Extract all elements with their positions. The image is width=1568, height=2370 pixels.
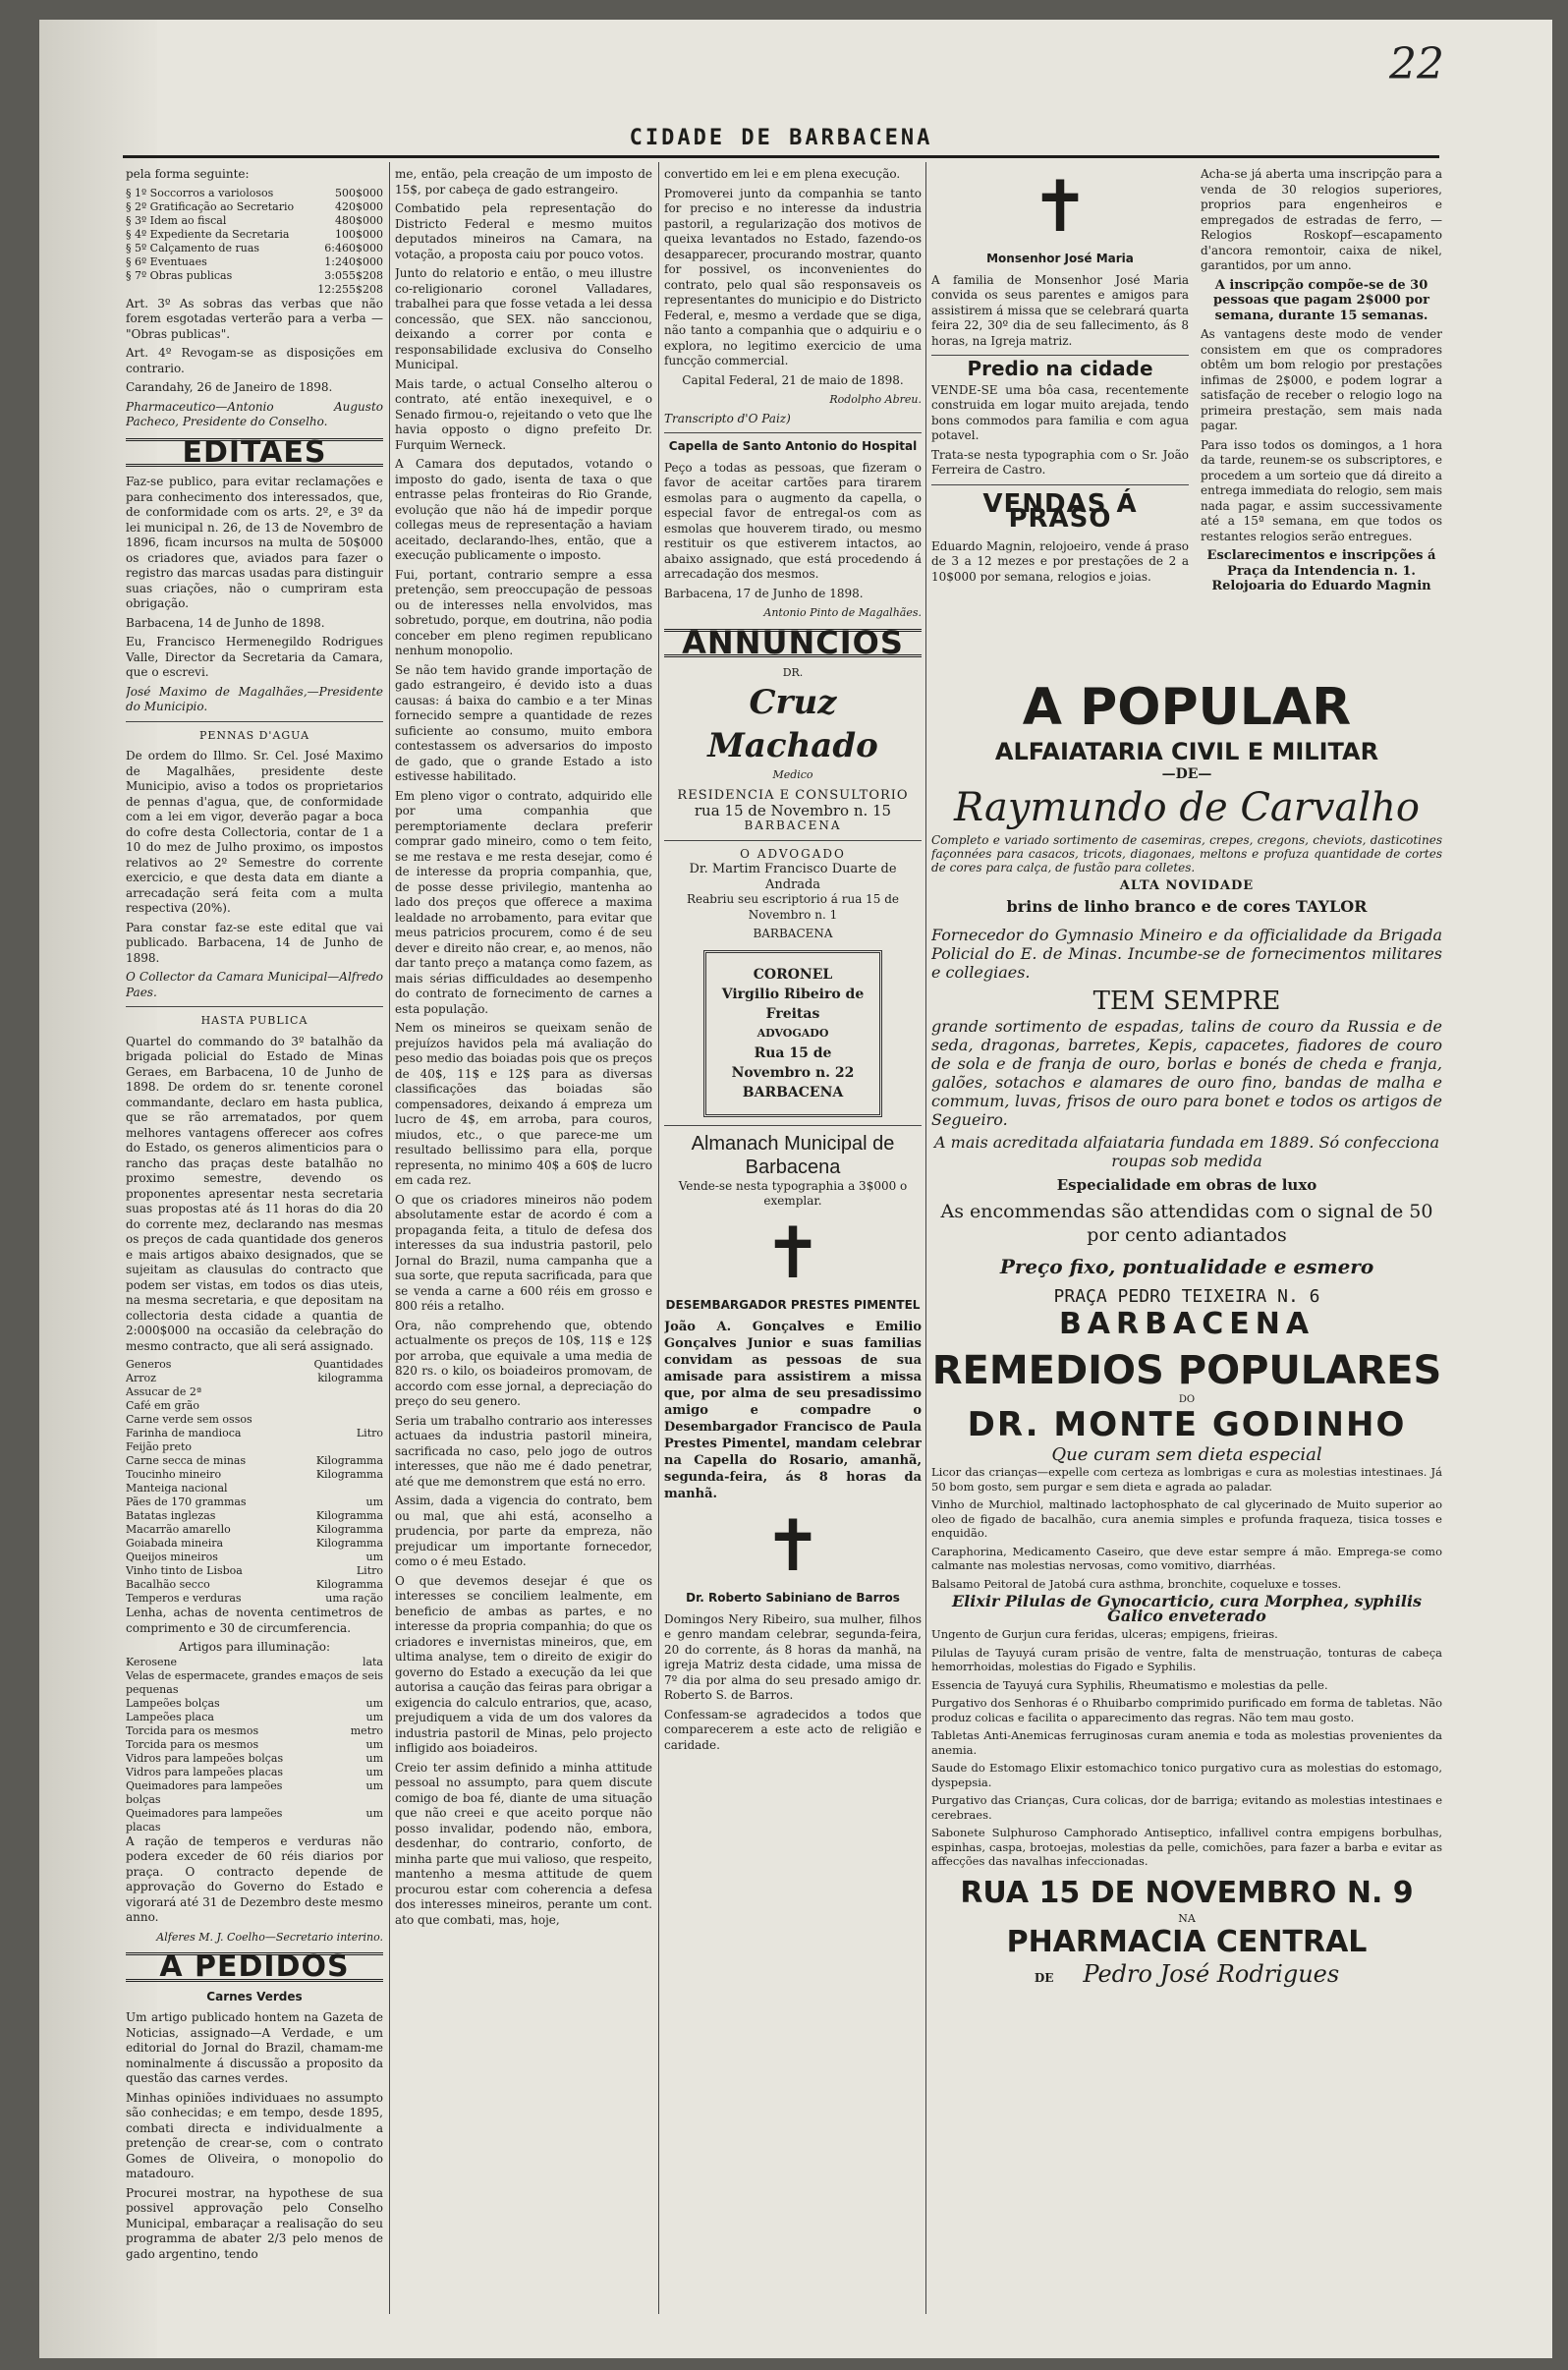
dr-name: Cruz Machado — [707, 682, 878, 765]
table-row: Pães de 170 grammas um — [126, 1495, 383, 1508]
list-item: Purgativo dos Senhoras é o Rhuibarbo comprimido purificado em forma de tabletas. Não produz colicas e facilita o apparecimento das regras. Não tem mau gosto. — [931, 1696, 1442, 1724]
article-paragraph: me, então, pela creação de um imposto de 15$, por cabeça de gado estrangeiro. — [395, 167, 652, 197]
table-row: Queijos mineiros um — [126, 1551, 383, 1563]
table-row: Carne verde sem ossos — [126, 1413, 252, 1426]
remedios-list — [931, 1465, 1442, 1869]
masthead: CIDADE DE BARBACENA — [629, 126, 933, 150]
remedios-footer — [931, 1960, 1442, 1988]
remedios-de: DE — [1034, 1970, 1054, 1985]
popular-praca: PRAÇA PEDRO TEIXEIRA N. 6 — [1053, 1286, 1320, 1307]
article-paragraph: A Camara dos deputados, votando o imposto do gado, isenta de taxa o que entrasse pelas fronteiras do Rio Grande, evolução que não há de impedir porque collegas meus de representação a haviam aceitado, declarando-lhes, então, que a execução publicamente o imposto. — [395, 457, 652, 562]
divider — [931, 484, 1189, 485]
popular-text-4: A mais acreditada alfaiataria fundada em 1889. Só confecciona roupas sob medida — [934, 1133, 1439, 1170]
fees-table — [126, 187, 383, 297]
article-paragraph: convertido em lei e em plena execução. — [664, 167, 901, 181]
relogios-bold: A inscripção compõe-se de 30 pessoas que pagam 2$000 por semana, durante 15 semanas. — [1213, 277, 1429, 323]
column-3 — [664, 167, 922, 2309]
divider — [664, 432, 922, 433]
capella-text: Peço a todas as pessoas, que fizeram o favor de aceitar cartões para tirarem esmolas para o augmento da capella, o especial favor de entregal-os com as esmolas que houverem tirado, ou mesmo restituir os que estiverem intactos, ao abaixo assignado, que está procedendo á arrecadação dos mesmos. — [664, 460, 922, 581]
editaes-date: Barbacena, 14 de Junho de 1898. — [126, 615, 325, 630]
relogios-text: Acha-se já aberta uma inscripção para a venda de 30 relogios superiores, proprios para engenheiros e empregados de estradas de ferro, —Relogios Roskopf—escapamento d'ancora remontoir, caixa de nikel, garantidos, por um anno. — [1201, 167, 1442, 272]
advogado-text: Reabriu seu escriptorio á rua 15 de Novembro n. 1 — [686, 892, 900, 922]
list-item: Essencia de Tayuyá cura Syphilis, Rheumatismo e molestias da pelle. — [931, 1677, 1328, 1692]
list-item: Elixir Pilulas de Gynocarticio, cura Morphea, syphilis Galico enveterado — [951, 1592, 1423, 1625]
vendas-text: Eduardo Magnin, relojoeiro, vende á praso de 3 a 12 mezes e por prestações de 2 a 10$000 por semana, relogios e joias. — [931, 538, 1189, 584]
list-item: Saude do Estomago Elixir estomachico tonico purgativo cura as molestias do estomago, dyspepsia. — [931, 1761, 1442, 1789]
pennas-text: De ordem do Illmo. Sr. Cel. José Maximo de Magalhães, presidente deste Municipio, aviso a todos os proprietarios de pennas d'agua, que, de conformidade com a lei em vigor, deverão pagar a boca do cofre desta Collectoria, contar de 1 a 10 do mez de Julho proximo, os impostos relativos ao 2º Semestre do corrente exercicio, e que desta data em diante a arrecadação será feita com a multa respectiva (20%). — [126, 749, 383, 915]
carnes-text: Minhas opiniões individuaes no assumpto são conhecidas; e em tempo, desde 1895, combati directa e individualmente a pretenção de crear-se, com o contrato Gomes de Oliveira, o monopolio do matadouro. — [126, 2090, 383, 2180]
hasta-end: A ração de temperos e verduras não podera exceder de 60 réis diarios por praça. O contracto depende de approvação do Governo do Estado e vigorará até 31 de Dezembro deste mesmo anno. — [126, 1834, 383, 1924]
popular-title: A POPULAR — [1022, 678, 1352, 737]
monsenhor-heading: Monsenhor José Maria — [986, 252, 1134, 265]
popular-text: Completo e variado sortimento de casemiras, crepes, cregons, cheviots, dasticotines façonnées para casacos, tricots, diagonaes, meltons e profuza quantidade de cortes de cores para calça, de fustão para colletes. — [931, 833, 1442, 875]
fees-intro: pela forma seguinte: — [126, 167, 250, 181]
remedios-owner: Pedro José Rodrigues — [1083, 1959, 1340, 1988]
article-paragraph: O que os criadores mineiros não podem absolutamente estar de acordo é com a propaganda feita, a titulo de defesa dos interesses da sua industria pastoril, pelo Jornal do Brazil, numa campanha que a sua sorte, que reputa sacrificada, para que se venda a carne a 600 réis em grosso e 800 réis a retalho. — [395, 1192, 652, 1313]
almanach-heading: Almanach Municipal de Barbacena — [691, 1132, 895, 1178]
table-row: § 3º Idem ao fiscal 480$000 — [126, 213, 383, 227]
hasta-sign: Alferes M. J. Coelho—Secretario interino. — [156, 1930, 383, 1944]
table-row: § 1º Soccorros a variolosos 500$000 — [126, 186, 383, 199]
dr-city: BARBACENA — [744, 818, 842, 832]
column-4 — [931, 167, 1189, 668]
popular-owner: Raymundo de Carvalho — [954, 785, 1420, 830]
popular-novidade: ALTA NOVIDADE — [1119, 878, 1255, 893]
predio-heading: Predio na cidade — [967, 357, 1153, 380]
predio-text-2: Trata-se nesta typographia com o Sr. João Ferreira de Castro. — [931, 447, 1189, 477]
article-paragraph: Nem os mineiros se queixam senão de prejuízos havidos pela má avaliação do peso medio das boiadas pois que os preços de 40$, 11$ e 12$ para as diversas classificações das boiadas são compensadores, deixando á empreza um lucro de 4$, em arroba, para couros, miudos, etc., o que parece-me um resultado bellissimo para ella, porque representa, no minimo 40$ a 60$ de lucro em cada rez. — [395, 1021, 652, 1187]
article-4: Art. 4º Revogam-se as disposições em contrario. — [126, 346, 383, 375]
column-2 — [395, 167, 652, 2309]
editaes-sign-2: José Maximo de Magalhães,—Presidente do Municipio. — [126, 684, 383, 713]
table-row: Café em grão — [126, 1399, 199, 1412]
roberto-text-2: Confessam-se agradecidos a todos que comparecerem a este acto de religião e caridade. — [664, 1707, 922, 1752]
table-row: Vidros para lampeões placas um — [126, 1765, 383, 1778]
hasta-heading: HASTA PUBLICA — [200, 1014, 308, 1027]
pennas-heading: PENNAS D'AGUA — [198, 728, 310, 742]
remedios-title: REMEDIOS POPULARES — [931, 1348, 1442, 1393]
table-row: Temperos e verduras uma ração — [126, 1592, 383, 1605]
table-row: Queimadores para lampeões bolças um — [126, 1778, 383, 1806]
masthead-rule — [123, 155, 1439, 158]
lighting-heading: Artigos para illuminação: — [179, 1640, 330, 1654]
article-paragraph: O que devemos desejar é que os interesses se conciliem lealmente, em beneficio de ambas as partes, e no interesse da propria companhia; do que os criadores e invernistas mineiros, que, em ultima analyse, tem o direito de exigir do governo do Estado a execução da lei que autorisa a caução das feiras para obrigar a exigencia do calculo entrarios, que, acaso, prejudiquem a vida de um dos valores da industria pastoril de Minas, pelo projecto infligido aos boiadeiros. — [395, 1573, 652, 1755]
popular-especialidade: Especialidade em obras de luxo — [1056, 1176, 1317, 1194]
article-paragraph: Mais tarde, o actual Conselho alterou o contrato, até então inexequivel, e o Senado firmou-o, rejeitando o veto que lhe havia opposto o digno prefeito Dr. Furquim Werneck. — [395, 376, 652, 452]
table-row: § 5º Calçamento de ruas 6:460$000 — [126, 241, 383, 254]
place-date: Carandahy, 26 de Janeiro de 1898. — [126, 380, 333, 394]
almanach-text: Vende-se nesta typographia a 3$000 o exemplar. — [678, 1178, 908, 1208]
table-row — [126, 283, 383, 297]
column-1 — [126, 167, 383, 2309]
table-row: § 2º Gratificação ao Secretario 420$000 — [126, 199, 383, 213]
table-row: Bacalhão secco Kilogramma — [126, 1578, 383, 1591]
goods-table — [126, 1358, 383, 1606]
table-row: Velas de espermacete, grandes e pequenas maços de seis — [126, 1668, 383, 1696]
list-item: Vinho de Murchiol, maltinado lactophosphato de cal glycerinado de Muito superior ao oleo de figado de bacalhão, cura anemia simples e profunda fraqueza, tisica tosses e enquidão. — [931, 1497, 1442, 1540]
table-row: Goiabada mineira Kilogramma — [126, 1537, 383, 1550]
pedidos-heading: A PEDIDOS — [126, 1952, 383, 1982]
table-row: § 4º Expediente da Secretaria 100$000 — [126, 227, 383, 241]
remedios-address: RUA 15 DE NOVEMBRO N. 9 — [960, 1875, 1414, 1910]
table-row: § 6º Eventuaes 1:240$000 — [126, 254, 383, 268]
dr-label: DR. — [782, 666, 804, 679]
wide-ads — [931, 678, 1442, 2309]
list-item: Pilulas de Tayuyá curam prisão de ventre, falta de menstruação, tonturas de cabeça hemorrhoidas, molestias do Figado e Syphilis. — [931, 1645, 1442, 1673]
table-row: Queimadores para lampeões placas um — [126, 1806, 383, 1834]
advogado-name: Dr. Martim Francisco Duarte de Andrada — [689, 862, 897, 892]
table-row: Assucar de 2ª — [126, 1385, 202, 1398]
carnes-text: Um artigo publicado hontem na Gazeta de Noticias, assignado—A Verdade, e um editorial do Jornal do Brazil, chamam-me nominalmente á discussão a proposito da questão das carnes verdes. — [126, 2010, 383, 2085]
cross-icon: ✝ — [1030, 167, 1091, 248]
popular-preco: Preço fixo, pontualidade e esmero — [999, 1255, 1374, 1278]
article-paragraph: Combatido pela representação do Districto Federal e mesmo muitos deputados mineiros na Camara, na votação, a proposta caiu por pouco votos. — [395, 201, 652, 261]
editaes-sign: Eu, Francisco Hermenegildo Rodrigues Valle, Director da Secretaria da Camara, que o escrevi. — [126, 635, 383, 679]
table-row: Carne secca de minas Kilogramma — [126, 1454, 383, 1467]
remedios-na: NA — [1178, 1911, 1196, 1925]
table-row: Lampeões placa um — [126, 1710, 383, 1723]
dr-role: Medico — [772, 767, 813, 781]
table-row: Manteiga nacional — [126, 1482, 228, 1495]
monsenhor-text: A familia de Monsenhor José Maria convida os seus parentes e amigos para assistirem á missa que se celebrará quarta feira 22, 30º dia de seu fallecimento, ás 8 horas, na Igreja matriz. — [931, 272, 1189, 348]
list-item: Caraphorina, Medicamento Caseiro, que deve estar sempre á mão. Emprega-se como calmante nas molestias nervosas, como vomitivo, diarrhéas. — [931, 1544, 1442, 1572]
table-row: Vinho tinto de Lisboa Litro — [126, 1564, 383, 1577]
table-row: Arroz kilogramma — [126, 1372, 383, 1384]
table-row: Macarrão amarello Kilogramma — [126, 1523, 383, 1536]
hasta-text: Quartel do commando do 3º batalhão da brigada policial do Estado de Minas Geraes, em Barbacena, 10 de Junho de 1898. De ordem do sr. tenente coronel commandante, declaro em hasta publica, que se rão arrematados, por quem melhores vantagens offerecer aos cofres do Estado, os generos alimenticios para o rancho das praças deste batalhão no proximo semestre, devendo os proponentes apresentar nesta secretaria suas propostas até ás 11 horas do dia 20 do corrente mez, declarando nas mesmas os preços de cada quantidade dos generos e mais artigos abaixo designados, que se sujeitam as clausulas do contracto que podem ser vistas, em todos os dias uteis, na mesma secretaria, e que depositam na collectoria desta cidade a quantia de 2:000$000 na occasião da celebração do mesmo contracto, que ali será assignado. — [126, 1034, 383, 1353]
article-3: Art. 3º As sobras das verbas que não forem esgotadas verterão para a verba — "Obras publicas". — [126, 296, 383, 341]
table-row: Farinha de mandioca Litro — [126, 1427, 383, 1439]
table-row: Lampeões bolças um — [126, 1696, 383, 1710]
popular-de: —DE— — [1161, 766, 1212, 782]
lighting-table — [126, 1656, 383, 1834]
article-paragraph: Seria um trabalho contrario aos interesses actuaes da industria pastoril mineira, sacrificada no caso, pelo jogo de outros interesses, que não me é dado penetrar, até que me demonstrem que está no erro. — [395, 1413, 652, 1489]
carnes-heading: Carnes Verdes — [206, 1989, 303, 2003]
capella-date: Barbacena, 17 de Junho de 1898. — [664, 586, 864, 600]
relogios-text-3: Para isso todos os domingos, a 1 hora da tarde, reunem-se os subscriptores, e procedem a um sorteio que dá direito a entrega immediata do relogio, sem mais nada pagar, e assim successivamente até a 15ª semana, em que todos os restantes relogios serão entregues. — [1201, 437, 1442, 543]
pennas-sign: O Collector da Camara Municipal—Alfredo Paes. — [126, 970, 383, 999]
list-item: Licor das crianças—expelle com certeza as lombrigas e cura as molestias intestinaes. Já 50 bom gosto, sem purgar e sem dieta e agrada ao paladar. — [931, 1465, 1442, 1494]
article-paragraph: Assim, dada a vigencia do contrato, bem ou mal, que ahi está, aconselho a prudencia, por parte da empreza, não prejudicar um importante fornecedor, como o é meu Estado. — [395, 1494, 652, 1568]
cross-icon: ✝ — [762, 1504, 823, 1587]
table-header: Generos Quantidades — [126, 1358, 383, 1371]
capella-sign: Antonio Pinto de Magalhães. — [763, 606, 922, 619]
business-card: CORONEL Virgilio Ribeiro de Freitas ADVOGADO Rua 15 de Novembro n. 22 BARBACENA — [703, 950, 882, 1117]
divider — [126, 721, 383, 722]
pennas-text-2: Para constar faz-se este edital que vai publicado. Barbacena, 14 de Junho de 1898. — [126, 920, 383, 965]
column-rule — [658, 162, 659, 2314]
column-5 — [1201, 167, 1442, 668]
annuncios-heading: ANNUNCIOS — [664, 629, 922, 658]
dr-address: RESIDENCIA E CONSULTORIO — [677, 788, 909, 803]
cross-icon: ✝ — [762, 1211, 823, 1294]
signature: Pharmaceutico—Antonio Augusto Pacheco, Presidente do Conselho. — [126, 399, 383, 428]
table-row: Feijão preto — [126, 1440, 192, 1453]
article-paragraph: Promoverei junto da companhia se tanto for preciso e no interesse da industria pastoril, a regularização dos motivos de queixa levantados no Estado, fazendo-os desapparecer, procurando mostrar, quanto for possivel, os inconvenientes do contrato, pelo qual são responsaveis os representantes do municipio e do Districto Federal, e, mesmo a verdade que se diga, não tanto a companhia que o adquiriu e o explora, no legitimo exercicio de uma funcção commercial. — [664, 186, 922, 367]
relogios-text-2: As vantagens deste modo de vender consistem em que os compradores obtêm um bom relogio por prestações infimas de 2$000, e podem lograr a satisfação de receber o relogio logo na primeira prestação, sem mais nada pagar. — [1201, 327, 1442, 432]
lenha-text: Lenha, achas de noventa centimetros de comprimento e 30 de circumferencia. — [126, 1606, 383, 1635]
popular-encomendas: As encommendas são attendidas com o signal de 50 por cento adiantados — [940, 1201, 1433, 1246]
divider — [126, 1006, 383, 1007]
roberto-heading: Dr. Roberto Sabiniano de Barros — [686, 1591, 900, 1605]
column-rule — [389, 162, 390, 2314]
article-paragraph: Junto do relatorio e então, o meu illustre co-religionario coronel Valladares, trabalhei para que fosse vetada a lei dessa concessão, que SEX. não sanccionou, deixando a correr por conta e responsabilidade exclusiva do Conselho Municipal. — [395, 266, 652, 371]
relogios-address: Esclarecimentos e inscripções á Praça da Intendencia n. 1. Relojoaria do Eduardo Magnin — [1206, 548, 1436, 593]
desembargador-heading: DESEMBARGADOR PRESTES PIMENTEL — [665, 1297, 921, 1312]
table-row: Kerosene lata — [126, 1655, 383, 1668]
remedios-dr: DR. MONTE GODINHO — [967, 1405, 1407, 1444]
table-row: Toucinho mineiro Kilogramma — [126, 1468, 383, 1481]
popular-text-2: Fornecedor do Gymnasio Mineiro e da officialidade da Brigada Policial do E. de Minas. Incumbe-se de fornecimentos militares e collegiaes. — [931, 926, 1442, 982]
byline: Rodolpho Abreu. — [829, 393, 922, 406]
editaes-heading: EDITAES — [126, 438, 383, 468]
remedios-pharmacia: PHARMACIA CENTRAL — [1006, 1924, 1368, 1959]
advogado-city: BARBACENA — [753, 927, 833, 940]
advogado-heading: O ADVOGADO — [740, 846, 846, 861]
popular-brins: brins de linho branco e de cores TAYLOR — [1006, 897, 1368, 916]
article-paragraph: Se não tem havido grande importação de gado estrangeiro, é devido isto a duas causas: á baixa do cambio e a ter Minas fornecido sempre a quantidade de rezes suficiente ao consumo, muito embora contestassem os adversarios do imposto de gado, que o grande Estado a isto estivesse habilitado. — [395, 662, 652, 783]
dateline: Capital Federal, 21 de maio de 1898. — [682, 372, 904, 387]
editaes-text: Faz-se publico, para evitar reclamações e para conhecimento dos interessados, que, de conformidade com os arts. 2º, e 3º da lei municipal n. 26, de 13 de Novembro de 1896, ficam incursos na multa de 50$000 os criadores que, aviados para fazer o registro das marcas usadas para distinguir suas criações, não o cumpriram esta obrigação. — [126, 475, 383, 610]
table-row: Vidros para lampeões bolças um — [126, 1751, 383, 1765]
article-paragraph: Em pleno vigor o contrato, adquirido elle por uma companhia que peremptoriamente declara preferir comprar gado mineiro, como o tem feito, se me restava e me resta desejar, como é de interesse da propria companhia, que, de posse desse privilegio, mantenha ao lado dos preços que offerece a maxima lealdade no arrobamento, para evitar que meus patricios procurem, como é de seu dever e direito não crear, e, ao menos, não dar tanto preço a matança como fazem, as mais sérias difficuldades ao desempenho do contrato de fornecimento de carnes a esta população. — [395, 788, 652, 1016]
carnes-text: Procurei mostrar, na hypothese de sua possivel approvação pelo Conselho Municipal, embaraçar a realisação do seu programma de abater 2/3 pelo menos de gado argentino, tendo — [126, 2185, 383, 2261]
list-item: Ungento de Gurjun cura feridas, ulceras; empigens, frieiras. — [931, 1627, 1278, 1641]
divider — [931, 355, 1189, 356]
page-number: 22 — [1389, 39, 1444, 89]
popular-city: BARBACENA — [1058, 1307, 1316, 1341]
remedios-tagline: Que curam sem dieta especial — [1051, 1444, 1322, 1465]
divider — [664, 840, 922, 841]
popular-text-3: grande sortimento de espadas, talins de couro da Russia e de seda, dragonas, barretes, Kepis, capacetes, fiadores de couro de sola e de franja de ouro, borlas e bonés de cheda e franja, galões, sotachos e alamares de ouro fino, bandas de malha e commum, luvas, frisos de ouro para bonet e todos os artigos de Segueiro. — [931, 1017, 1442, 1129]
capella-heading: Capella de Santo Antonio do Hospital — [668, 439, 918, 453]
table-row: § 7º Obras publicas 3:055$208 — [126, 268, 383, 282]
article-paragraph: Fui, portant, contrario sempre a essa pretenção, sem preoccupação de pessoas ou de interesses nella envolvidos, mas sobretudo, porque, em doutrina, não podia conceber em pleno regimen republicano nenhum monopolio. — [395, 567, 652, 657]
list-item: Sabonete Sulphuroso Camphorado Antiseptico, infallivel contra empigens borbulhas, espinhas, caspa, brotoejas, molestias da pelle, comichões, para fazer a barba e evitar as affecções das navalhas infeccionadas. — [931, 1826, 1442, 1868]
transcribed-note: Transcripto d'O Paiz) — [664, 411, 791, 425]
divider — [664, 1125, 922, 1126]
predio-text: VENDE-SE uma bôa casa, recentemente construida em logar muito arejada, tendo bons commodos para familia e com agua potavel. — [931, 382, 1189, 442]
desembargador-text: João A. Gonçalves e Emilio Gonçalves Junior e suas familias convidam as pessoas de sua amisade para assistirem a missa que, por alma de seu presadissimo amigo e compadre o Desembargador Francisco de Paula Prestes Pimentel, mandam celebrar na Capella do Rosario, amanhã, segunda-feira, ás 8 horas da manhã. — [664, 1320, 922, 1501]
article-paragraph: Ora, não comprehendo que, obtendo actualmente os preços de 10$, 11$ e 12$ por arroba, que equivale a uma media de 820 rs. o kilo, os boiadeiros promovam, de accordo com esse jornal, a depreciação do preço do seu genero. — [395, 1318, 652, 1408]
dr-street: rua 15 de Novembro n. 15 — [694, 801, 892, 819]
vendas-heading: VENDAS Á PRASO — [982, 488, 1138, 534]
popular-tem: TEM SEMPRE — [1092, 987, 1281, 1016]
table-row: Batatas inglezas Kilogramma — [126, 1509, 383, 1522]
remedios-do: DO — [1178, 1394, 1196, 1405]
column-rule — [925, 162, 926, 2314]
popular-subtitle: ALFAIATARIA CIVIL E MILITAR — [994, 738, 1379, 765]
list-item: Balsamo Peitoral de Jatobá cura asthma, bronchite, coqueluxe e tosses. — [931, 1576, 1342, 1591]
list-item: Tabletas Anti-Anemicas ferruginosas curam anemia e toda as molestias provenientes da anemia. — [931, 1728, 1442, 1757]
table-row: Torcida para os mesmos metro — [126, 1723, 383, 1737]
fees-total: 12:255$208 — [317, 282, 383, 296]
table-row: Torcida para os mesmos um — [126, 1737, 383, 1751]
roberto-text: Domingos Nery Ribeiro, sua mulher, filhos e genro mandam celebrar, segunda-feira, 20 do corrente, ás 8 horas da manhã, na igreja Matriz desta cidade, uma missa de 7º dia por alma do seu presado amigo dr. Roberto S. de Barros. — [664, 1611, 922, 1702]
article-paragraph: Creio ter assim definido a minha attitude pessoal no assumpto, para quem discute comigo de boa fé, diante de uma situação que não creei e que aceito porque não posso invalidar, podendo não, embora, desdenhar, do contrario, conforto, de minha parte que mui valioso, que respeito, mantenho a mesma attitude de quem procurou estar com coherencia a defesa dos interesses mineiros, perante um cont. ato que combati, mas, hoje, — [395, 1760, 652, 1927]
list-item: Purgativo das Crianças, Cura colicas, dor de barriga; evitando as molestias intestinaes e cerebraes. — [931, 1793, 1442, 1822]
